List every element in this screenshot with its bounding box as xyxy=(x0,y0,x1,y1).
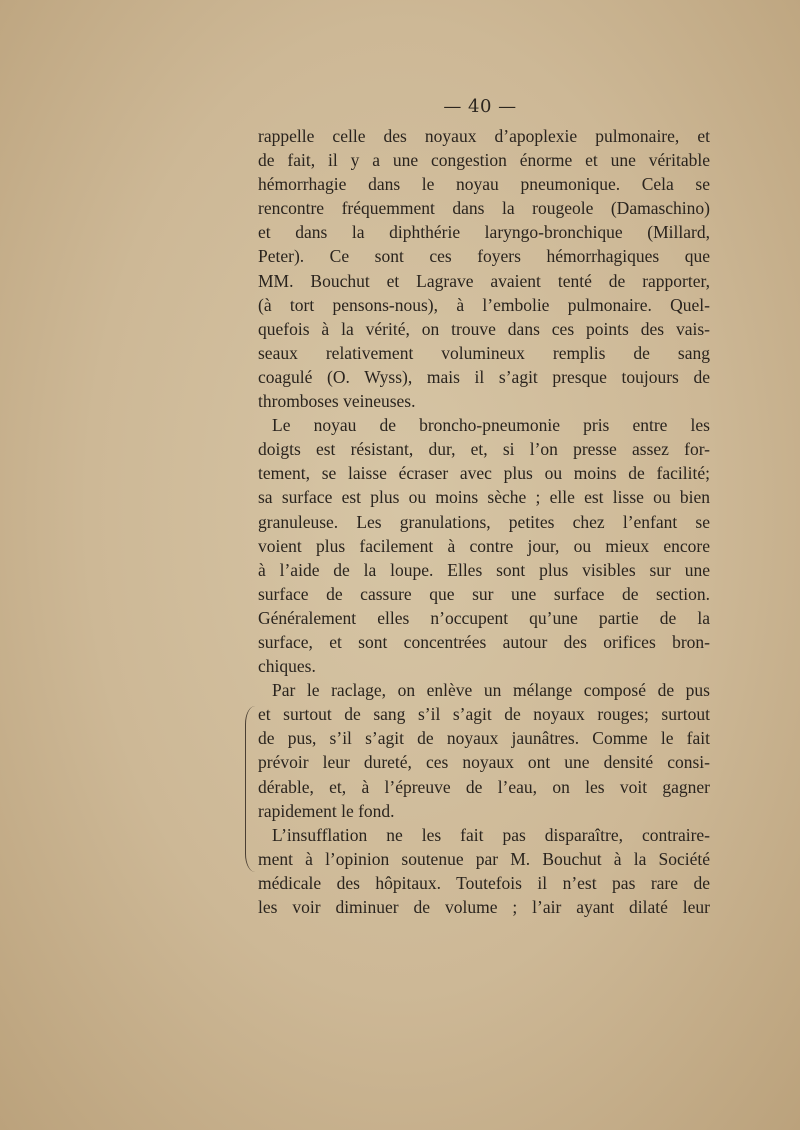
text-line: ment à l’opinion soutenue par M. Bouchut à la Société xyxy=(258,848,710,869)
text-line: les voir diminuer de volume ; l’air ayant dilaté leur xyxy=(258,897,710,917)
text-line: de fait, il y a une congestion énorme et une véritable xyxy=(258,150,710,171)
text-line: Par le raclage, on enlève un mélange composé de pus xyxy=(272,680,710,701)
text-line: seaux relativement volumineux remplis de sang xyxy=(258,342,710,363)
text-line: Le noyau de broncho-pneumonie pris entre les xyxy=(272,415,710,436)
text-line: de pus, s’il s’agit de noyaux jaunâtres. Comme le fait xyxy=(258,728,710,749)
text-line: quefois à la vérité, on trouve dans ces points des vais- xyxy=(258,318,710,339)
text-line: rencontre fréquemment dans la rougeole (Damaschino) xyxy=(258,198,710,219)
text-line: médicale des hôpitaux. Toutefois il n’est pas rare de xyxy=(258,872,710,893)
text-line: surface de cassure que sur une surface de section. xyxy=(258,583,710,604)
text-line: tement, se laisse écraser avec plus ou moins de facilité; xyxy=(258,463,710,484)
text-line: L’insufflation ne les fait pas disparaître, contraire- xyxy=(272,824,710,845)
text-line: Peter). Ce sont ces foyers hémorrhagiques que xyxy=(258,246,710,267)
text-line: prévoir leur dureté, ces noyaux ont une densité consi- xyxy=(258,752,710,773)
text-line: rapidement le fond. xyxy=(258,800,395,821)
text-line: surface, et sont concentrées autour des orifices bron- xyxy=(258,631,710,652)
text-line: rappelle celle des noyaux d’apoplexie pulmonaire, et xyxy=(258,126,710,146)
text-line: (à tort pensons-nous), à l’embolie pulmonaire. Quel- xyxy=(258,294,710,315)
text-line: coagulé (O. Wyss), mais il s’agit presque toujours de xyxy=(258,366,710,387)
page-number: — 40 — xyxy=(443,96,517,117)
text-line: hémorrhagie dans le noyau pneumonique. Cela se xyxy=(258,174,710,195)
text-line: MM. Bouchut et Lagrave avaient tenté de rapporter, xyxy=(258,270,710,291)
text-line: voient plus facilement à contre jour, ou mieux encore xyxy=(258,535,710,556)
text-line: sa surface est plus ou moins sèche ; elle est lisse ou bien xyxy=(258,487,710,508)
text-line: doigts est résistant, dur, et, si l’on presse assez for- xyxy=(258,439,710,460)
text-line: et dans la diphthérie laryngo-bronchique (Millard, xyxy=(258,222,710,243)
text-line: granuleuse. Les granulations, petites chez l’enfant se xyxy=(258,511,710,532)
body-text xyxy=(258,124,710,919)
text-line: Généralement elles n’occupent qu’une partie de la xyxy=(258,607,710,628)
text-line: et surtout de sang s’il s’agit de noyaux rouges; surtout xyxy=(258,704,710,725)
text-line: chiques. xyxy=(258,656,316,677)
margin-bracket-mark xyxy=(245,706,258,872)
text-line: thromboses veineuses. xyxy=(258,391,416,412)
text-line: dérable, et, à l’épreuve de l’eau, on les voit gagner xyxy=(258,776,710,797)
text-line: à l’aide de la loupe. Elles sont plus visibles sur une xyxy=(258,559,710,580)
